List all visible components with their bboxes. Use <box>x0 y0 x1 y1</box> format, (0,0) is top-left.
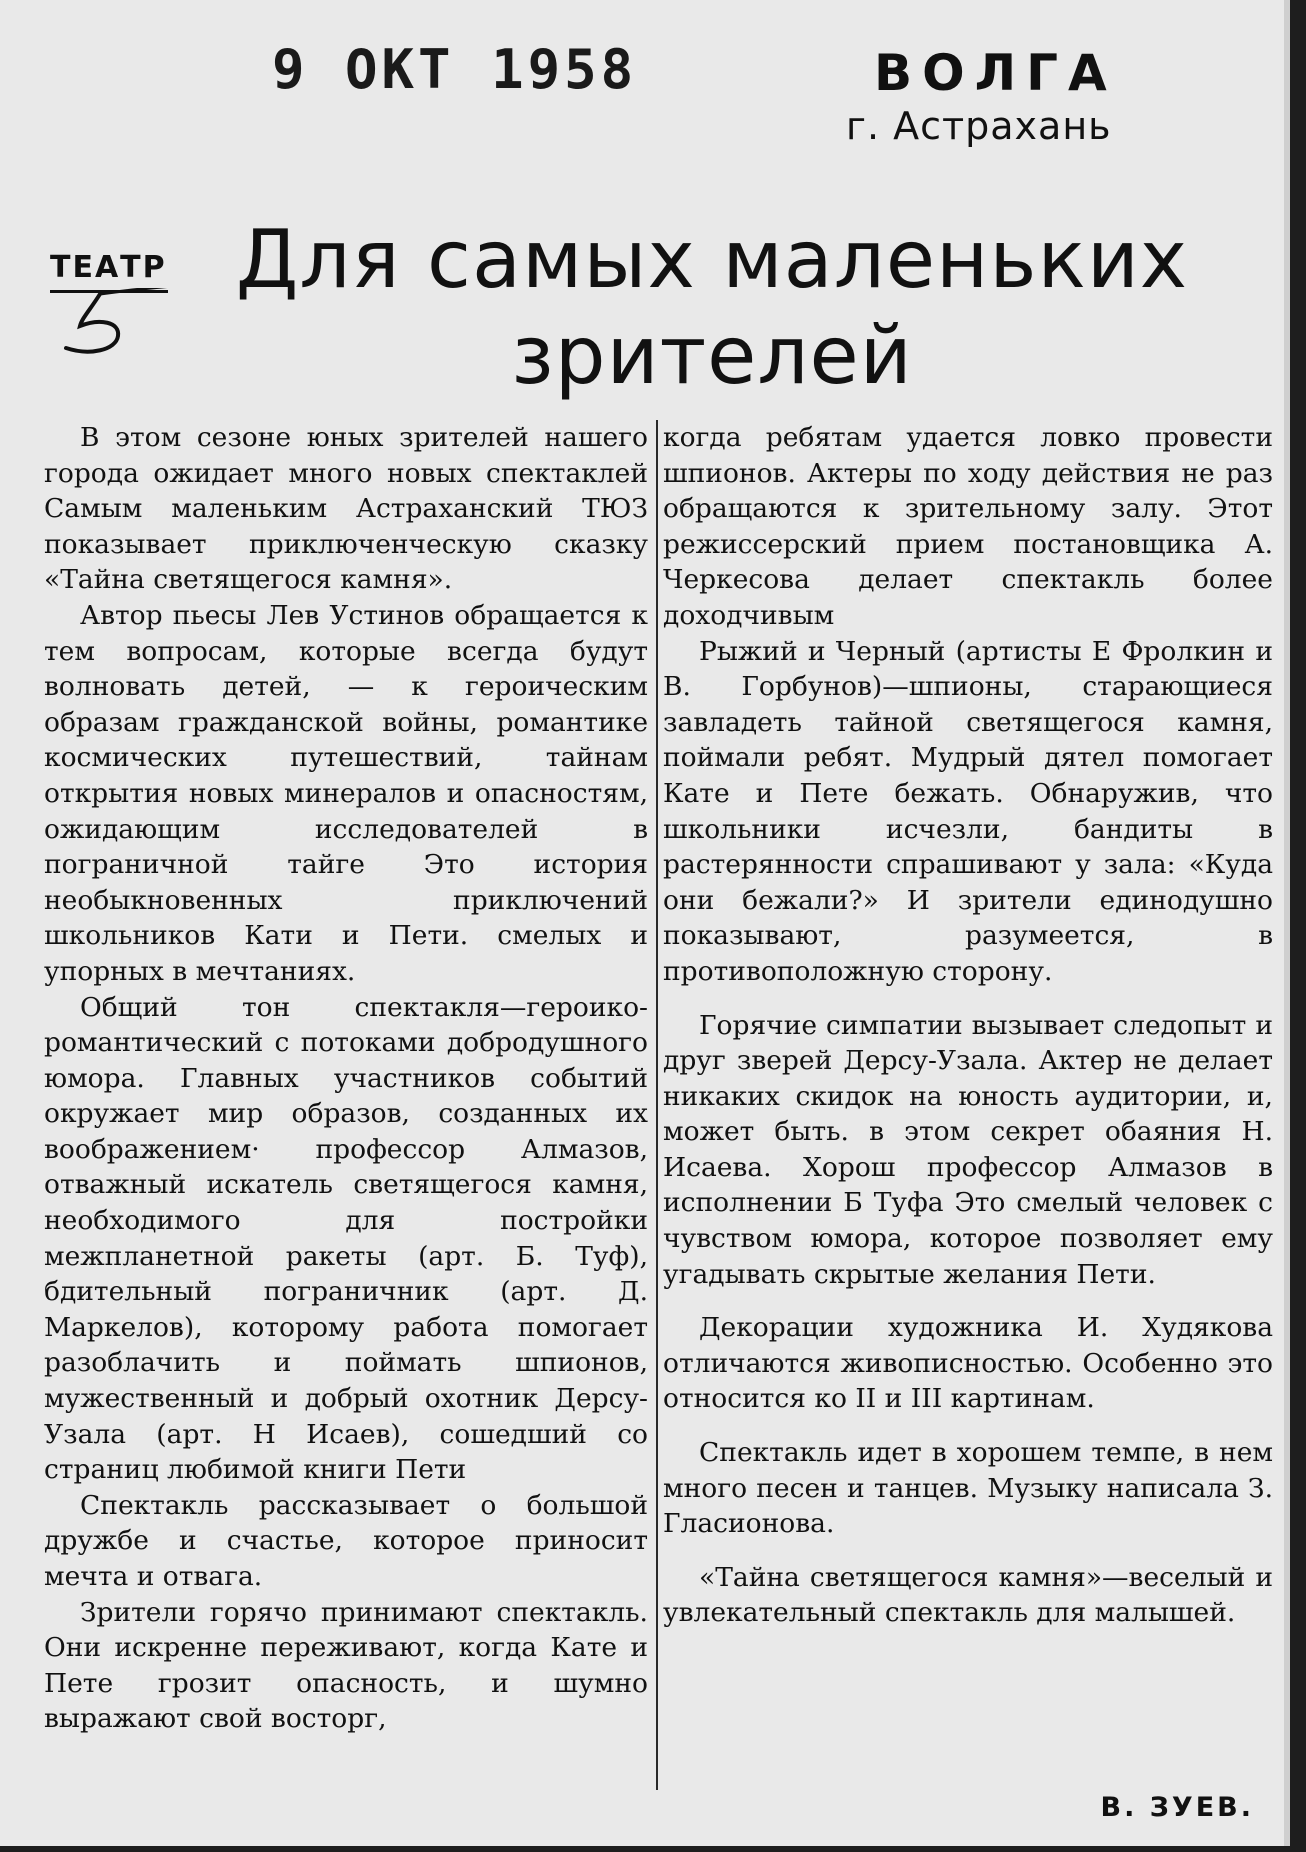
author-signature: В. ЗУЕВ. <box>1100 1792 1254 1823</box>
paragraph: Рыжий и Черный (артисты Е Фролкин и В. Горбунов)—шпионы, старающиеся завладеть тайной светящегося камня, поймали ребят. Мудрый дятел помогает Кате и Пете бежать. Обнаружив, что школьники исчезли, бандиты в растерянности спрашивают у зала: «Куда они бежали?» И зрители единодушно показывают, разумеется, в противоположную сторону. <box>663 635 1273 987</box>
newspaper-city: г. Астрахань <box>846 104 1112 148</box>
newspaper-name: ВОЛГА <box>874 44 1117 102</box>
paragraph: когда ребятам удается ловко провести шпионов. Актеры по ходу действия не раз обращаются к зрительному залу. Этот режиссерский прием постановщика А. Черкесова делает спектакль более доходчивым <box>663 422 1273 631</box>
column-divider <box>656 420 658 1790</box>
paragraph: В этом сезоне юных зрителей нашего города ожидает много новых спектаклей Самым маленьким Астраханский ТЮЗ показывает приключенческую сказку «Тайна светящегося камня». <box>44 422 648 596</box>
paragraph: Общий тон спектакля—героико-романтический с потоками добродушного юмора. Главных участников событий окружает мир образов, созданных их воображением· профессор Алмазов, отважный искатель светящегося камня, необходимого для постройки межпланетной ракеты (арт. Б. Туф), бдительный пограничник (арт. Д. Маркелов), которому работа помогает разоблачить и поймать шпионов, мужественный и добрый охотник Дерсу-Узала (арт. Н Исаев), сошедший со страниц любимой книги Пети <box>44 991 648 1486</box>
paragraph: Зрители горячо принимают спектакль. Они искренне переживают, когда Кате и Пете грозит опасность, и шумно выражают свой восторг, <box>44 1596 648 1735</box>
rubric-label: ТЕАТР <box>50 250 167 285</box>
handwritten-mark-icon <box>60 288 210 368</box>
article-column-left <box>44 420 648 1737</box>
paragraph: Спектакль рассказывает о большой дружбе и счастье, которое приносит мечта и отвага. <box>44 1489 648 1592</box>
article-title: Для самых маленьких зрителей <box>235 213 1189 402</box>
article-column-right <box>663 420 1273 1631</box>
date-stamp: 9 ОКТ 1958 <box>272 38 638 101</box>
paragraph: Горячие симпатии вызывает следопыт и друг зверей Дерсу-Узала. Актер не делает никаких скидок на юность аудитории, и, может быть. в этом секрет обаяния Н. Исаева. Хорош профессор Алмазов в исполнении Б Туфа Это смелый человек с чувством юмора, которое позволяет ему угадывать скрытые желания Пети. <box>663 1009 1273 1290</box>
paragraph: Автор пьесы Лев Устинов обращается к тем вопросам, которые всегда будут волновать детей, — к героическим образам гражданской войны, романтике космических путешествий, тайнам открытия новых минералов и опасностям, ожидающим исследователей в пограничной тайге Это история необыкновенных приключений школьников Кати и Пети. смелых и упорных в мечтаниях. <box>44 599 648 987</box>
paragraph: Декорации художника И. Худякова отличаются живописностью. Особенно это относится ко II и III картинам. <box>663 1312 1273 1415</box>
paragraph: «Тайна светящегося камня»—веселый и увлекательный спектакль для малышей. <box>663 1561 1273 1629</box>
paragraph: Спектакль идет в хорошем темпе, в нем много песен и танцев. Музыку написала З. Гласионова. <box>663 1437 1273 1540</box>
